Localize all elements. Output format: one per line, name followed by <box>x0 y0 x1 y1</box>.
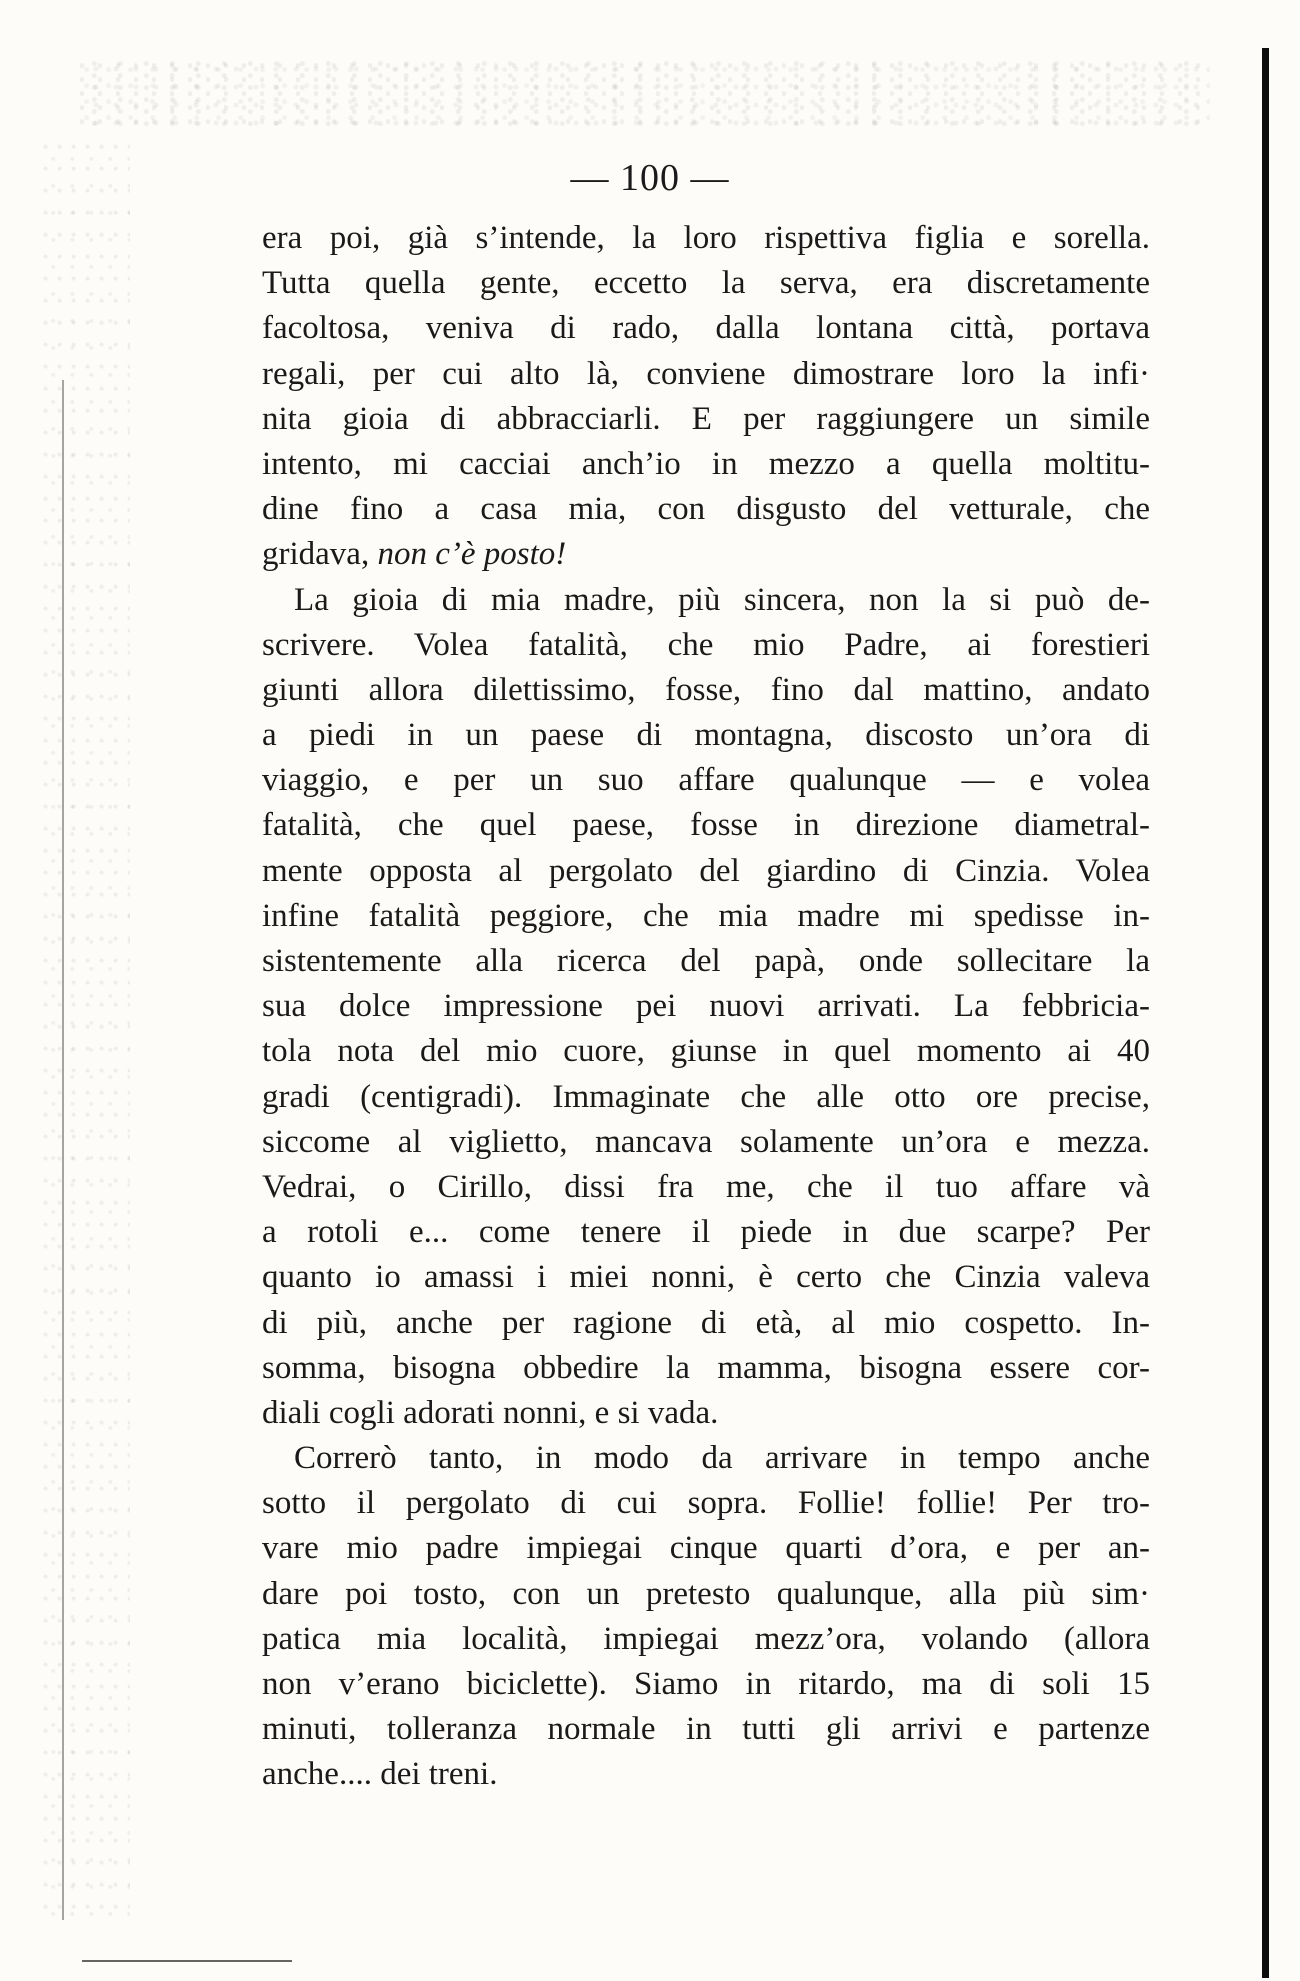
scan-noise-left <box>40 140 130 1920</box>
text-line-13: viaggio, e per un suo affare qualunque — e volea <box>262 762 1150 799</box>
text-line-1: era poi, già s’intende, la loro rispettiva figlia e sorella. <box>262 220 1150 256</box>
text-line-15: mente opposta al pergolato del giardino di Cinzia. Volea <box>262 852 1150 889</box>
text-line-31: dare poi tosto, con un pretesto qualunque, alla più sim· <box>262 1575 1150 1612</box>
text-line-4: regali, per cui alto là, conviene dimostrare loro la infi· <box>262 355 1150 392</box>
text-line-3: facoltosa, veniva di rado, dalla lontana città, portava <box>262 310 1150 347</box>
right-edge-rule <box>1262 48 1269 1978</box>
text-line-20: gradi (centigradi). Immaginate che alle otto ore precise, <box>262 1078 1150 1115</box>
text-line-35: anche.... dei treni. <box>262 1756 498 1793</box>
text-line-12: a piedi in un paese di montagna, discosto un’ora di <box>262 717 1150 754</box>
text-line-32: patica mia località, impiegai mezz’ora, volando (allora <box>262 1620 1150 1657</box>
text-line-19: tola nota del mio cuore, giunse in quel momento ai 40 <box>262 1033 1150 1070</box>
text-line-24: quanto io amassi i miei nonni, è certo che Cinzia valeva <box>262 1259 1150 1296</box>
text-line-8-start: gridava, <box>262 536 370 573</box>
text-line-6: intento, mi cacciai anch’io in mezzo a quella moltitu- <box>262 445 1150 482</box>
text-line-11: giunti allora dilettissimo, fosse, fino dal mattino, andato <box>262 671 1150 708</box>
left-margin-rule <box>62 380 64 1920</box>
text-line-5: nita gioia di abbracciarli. E per raggiungere un simile <box>262 400 1150 437</box>
text-line-17: sistentemente alla ricerca del papà, onde sollecitare la <box>262 943 1150 979</box>
text-line-21: siccome al viglietto, mancava solamente un’ora e mezza. <box>262 1123 1150 1160</box>
text-line-7: dine fino a casa mia, con disgusto del vetturale, che <box>262 491 1150 528</box>
text-line-27: diali cogli adorati nonni, e si vada. <box>262 1394 719 1431</box>
page-number: — 100 — <box>570 157 730 199</box>
scan-noise-top <box>80 60 1210 130</box>
text-line-18: sua dolce impressione pei nuovi arrivati. La febbricia- <box>262 988 1150 1025</box>
body-text <box>262 216 1150 1798</box>
text-line-30: vare mio padre impiegai cinque quarti d’ora, e per an- <box>262 1530 1150 1567</box>
italic-phrase: non c’è posto! <box>377 536 567 573</box>
bottom-rule <box>82 1960 292 1962</box>
text-line-2: Tutta quella gente, eccetto la serva, era discretamente <box>262 265 1150 302</box>
text-line-28: Correrò tanto, in modo da arrivare in tempo anche <box>294 1440 1150 1477</box>
text-line-9: La gioia di mia madre, più sincera, non la si può de- <box>294 581 1150 618</box>
text-line-29: sotto il pergolato di cui sopra. Follie! follie! Per tro- <box>262 1485 1150 1522</box>
text-line-25: di più, anche per ragione di età, al mio cospetto. In- <box>262 1304 1150 1341</box>
text-line-8 <box>262 532 1150 577</box>
text-line-22: Vedrai, o Cirillo, dissi fra me, che il tuo affare và <box>262 1168 1150 1205</box>
text-line-14: fatalità, che quel paese, fosse in direzione diametral- <box>262 807 1150 844</box>
text-line-33: non v’erano biciclette). Siamo in ritardo, ma di soli 15 <box>262 1666 1150 1702</box>
text-line-26: somma, bisogna obbedire la mamma, bisogna essere cor- <box>262 1349 1150 1386</box>
text-line-34: minuti, tolleranza normale in tutti gli arrivi e partenze <box>262 1711 1150 1748</box>
text-line-10: scrivere. Volea fatalità, che mio Padre, ai forestieri <box>262 626 1150 663</box>
text-line-23: a rotoli e... come tenere il piede in due scarpe? Per <box>262 1214 1150 1251</box>
text-line-16: infine fatalità peggiore, che mia madre mi spedisse in- <box>262 897 1150 934</box>
